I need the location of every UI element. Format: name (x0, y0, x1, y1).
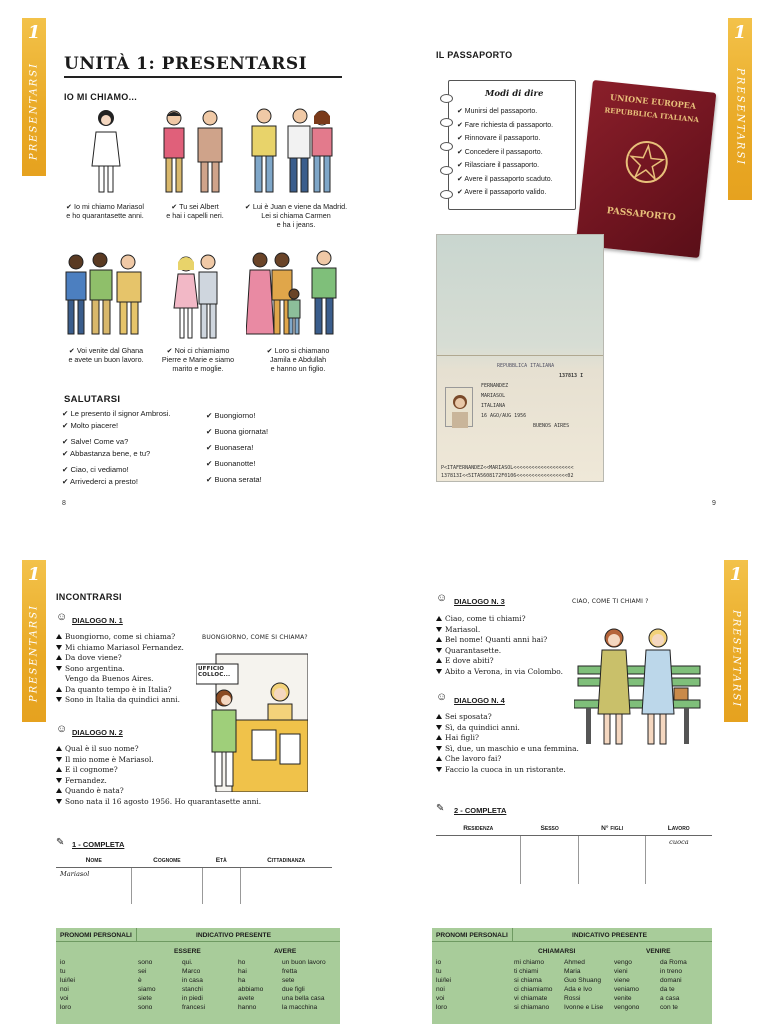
grammar-cell: qui. (182, 959, 193, 966)
grammar-cell: mi chiamo (514, 959, 545, 966)
chapter-tab-text: PRESENTARSI (734, 68, 746, 167)
dialog-text: E dove abiti? (445, 656, 494, 665)
dialog-line (56, 632, 184, 643)
dialog-text: Il mio nome è Mariasol. (65, 754, 154, 764)
column-header: N° figli (579, 822, 646, 836)
speaker-b-icon (56, 799, 62, 804)
dialog-line (56, 695, 184, 706)
speaker-b-icon (56, 697, 62, 702)
table-cell[interactable] (579, 848, 646, 860)
table-cell[interactable] (579, 836, 646, 848)
column-header: Lavoro (645, 822, 712, 836)
grammar-box-essere-avere (56, 928, 340, 1024)
mrz-line-2: 137813I<<5ITA5608172F0106<<<<<<<<<<<<<<<<<02 (441, 473, 574, 479)
table-cell[interactable] (579, 872, 646, 884)
verb-essere-heading: ESSERE (174, 948, 201, 955)
section-title-io-mi-chiamo: IO MI CHIAMO... (64, 92, 137, 102)
greeting-line: ✔ Ciao, ci vediamo! (62, 465, 129, 474)
chapter-tab-text: PRESENTARSI (28, 62, 40, 161)
grammar-cell: loro (60, 1004, 71, 1011)
chapter-number: 1 (733, 22, 747, 43)
dialog-line (436, 656, 563, 667)
idioms-notebook (448, 80, 576, 210)
office-sign: UFFICIO COLLOC... (198, 666, 231, 678)
table-cell[interactable] (436, 836, 520, 848)
grammar-header-divider (512, 928, 513, 942)
illustration-ghana-group (62, 250, 148, 340)
dialog-line (436, 765, 579, 776)
chapter-tab-text: PRESENTARSI (730, 610, 742, 709)
grammar-cell: ti chiami (514, 968, 539, 975)
dialog-text: Abito a Verona, in via Colombo. (445, 666, 563, 676)
caption-juan-carmen: ✔ Lui è Juan e viene da Madrid. Lei si chiama Carmen e ha i jeans. (244, 202, 348, 229)
column-header: Cognome (131, 854, 202, 868)
speaker-b-icon (436, 746, 442, 751)
exercise-1-title: 1 - COMPLETA (72, 840, 125, 849)
dialog-text: Buongiorno, come si chiama? (65, 632, 176, 641)
speaker-a-icon (436, 714, 442, 719)
grammar-cell: tu (436, 968, 442, 975)
dialog-text: Sono in Italia da quindici anni. (65, 695, 181, 704)
dialog-4-title: DIALOGO N. 4 (454, 696, 505, 705)
greeting-line: ✔ Buonanotte! (206, 459, 256, 468)
essere-column (138, 958, 156, 1012)
column-header: Nome (56, 854, 131, 868)
caption-mariasol: ✔ Io mi chiamo Mariasol e ho quarantasette anni. (66, 202, 144, 220)
grammar-cell: noi (60, 986, 69, 993)
fold-line (437, 355, 603, 356)
table-cell[interactable] (56, 892, 131, 904)
dialog-line (56, 755, 261, 766)
dialog-text: Sono nata il 16 agosto 1956. Ho quarantasette anni. (65, 796, 262, 806)
grammar-cell: un buon lavoro (282, 959, 326, 966)
idioms-list (457, 105, 553, 200)
passport-section-title: IL PASSAPORTO (436, 50, 513, 60)
dialog-line (56, 776, 261, 787)
dialog-text: Sono argentina. (65, 663, 125, 673)
chapter-tab (728, 18, 752, 200)
section-title-incontrarsi: INCONTRARSI (56, 592, 122, 602)
dialog-text: Ciao, come ti chiami? (445, 614, 526, 623)
dialog-line (436, 646, 563, 657)
table-cell[interactable] (202, 880, 240, 892)
birthplace-field: BUENOS AIRES (533, 423, 570, 429)
table-cell[interactable] (645, 872, 712, 884)
grammar-cell: tu (60, 968, 66, 975)
speaker-b-icon (436, 767, 442, 772)
dialog-text: Sì, due, un maschio e una femmina. (445, 743, 579, 753)
greeting-line: ✔ Buonasera! (206, 443, 254, 452)
grammar-cell: ha (238, 977, 246, 984)
speaker-a-icon (436, 637, 442, 642)
idioms-title: Modi di dire (485, 89, 544, 99)
dialog-line (56, 765, 261, 776)
illustration-juan-carmen (248, 104, 336, 198)
grammar-cell: io (60, 959, 66, 966)
greetings-list-right (206, 408, 268, 488)
dialog-3 (436, 614, 563, 677)
grammar-cell: vieni (614, 968, 628, 975)
speaker-b-icon (436, 669, 442, 674)
dialog-line (56, 664, 184, 675)
dialog-text: Fernandez. (65, 775, 107, 785)
speaker-a-icon (56, 655, 62, 660)
page-incontrarsi (0, 548, 384, 1024)
dialog-line (56, 797, 261, 808)
speaker-a-icon (436, 735, 442, 740)
grammar-cell: vengono (614, 1004, 640, 1011)
grammar-cell: stanchi (182, 986, 203, 993)
grammar-header-tense: INDICATIVO PRESENTE (196, 932, 271, 939)
caption-albert: ✔ Tu sei Albert e hai i capelli neri. (166, 202, 224, 220)
greeting-line: ✔ Buongiorno! (206, 411, 256, 420)
page-9 (384, 0, 768, 512)
chiamarsi-examples-column (564, 958, 603, 1012)
table-cell[interactable] (436, 860, 520, 872)
dialog-line (436, 723, 579, 734)
table-cell[interactable] (240, 880, 332, 892)
verb-venire-heading: VENIRE (646, 948, 671, 955)
column-header: Età (202, 854, 240, 868)
grammar-cell: Maria (564, 968, 581, 975)
grammar-cell: loro (436, 1004, 447, 1011)
passport-union-text: UNIONE EUROPEA (609, 91, 697, 111)
grammar-cell: sei (138, 968, 147, 975)
emblem-icon (620, 136, 673, 189)
grammar-header-tense: INDICATIVO PRESENTE (572, 932, 647, 939)
grammar-cell: siamo (138, 986, 156, 993)
table-cell[interactable] (520, 836, 578, 848)
dialog-line (56, 685, 184, 696)
grammar-cell: è (138, 977, 142, 984)
dialog-line (436, 733, 579, 744)
speaker-a-icon (56, 634, 62, 639)
dialog-text: Bel nome! Quanti anni hai? (445, 635, 548, 644)
dialog-text: Mariasol. (445, 624, 481, 634)
notebook-ring-icon (440, 142, 453, 151)
table-cell[interactable]: cuoca (669, 837, 689, 846)
table-cell[interactable] (520, 872, 578, 884)
essere-examples-column (182, 958, 205, 1012)
dialog-text: Sei sposata? (445, 712, 492, 721)
speaker-a-icon (436, 756, 442, 761)
idiom-item: ✔ Fare richiesta di passaporto. (457, 121, 554, 129)
dialog-text: Mi chiamo Mariasol Fernandez. (65, 642, 184, 652)
dialog-line (56, 744, 261, 755)
table-cell[interactable] (240, 868, 332, 880)
column-header: Residenza (436, 822, 520, 836)
grammar-cell: Guo Shuang (564, 977, 602, 984)
chapter-number: 1 (27, 22, 41, 43)
illustration-jamila-abdullah (246, 248, 340, 342)
dialog-line (436, 667, 563, 678)
chapter-tab (22, 18, 46, 176)
dialog-2 (56, 744, 261, 807)
table-cell[interactable] (436, 872, 520, 884)
document-number: 137813 I (559, 373, 584, 379)
dialog-line (436, 712, 579, 723)
dialog-text: Hai figli? (445, 733, 479, 742)
dialog-line (56, 674, 184, 685)
grammar-cell: avete (238, 995, 255, 1002)
pronouns-column (60, 958, 75, 1012)
passport-cover (576, 80, 717, 258)
page-8 (0, 0, 384, 512)
illustration-pierre-marie (172, 252, 222, 342)
greeting-line: ✔ Buona serata! (206, 475, 262, 484)
speaker-b-icon (56, 778, 62, 783)
dialog-line (436, 614, 563, 625)
greeting-line: ✔ Le presento il signor Ambrosi. (62, 409, 171, 418)
grammar-cell: venite (614, 995, 632, 1002)
speaker-b-icon (436, 648, 442, 653)
grammar-header-pronouns: PRONOMI PERSONALI (60, 932, 132, 939)
nationality-field: ITALIANA (481, 403, 506, 409)
notebook-ring-icon (440, 190, 453, 199)
speaker-a-icon (56, 746, 62, 751)
idiom-item: ✔ Munirsi del passaporto. (457, 108, 538, 115)
table-cell[interactable] (645, 860, 712, 872)
birthdate-field: 16 AGO/AUG 1956 (481, 413, 527, 419)
speaker-b-icon (56, 666, 62, 671)
table-cell[interactable] (131, 880, 202, 892)
dialog-line (56, 653, 184, 664)
column-header: Cittadinanza (240, 854, 332, 868)
dialog-text: E il cognome? (65, 765, 118, 774)
avere-examples-column (282, 958, 326, 1012)
chapter-tab-text: PRESENTARSI (28, 604, 40, 703)
greeting-line: ✔ Buona giornata! (206, 427, 269, 436)
grammar-cell: viene (614, 977, 630, 984)
grammar-cell: Rossi (564, 995, 581, 1002)
grammar-cell: si chiama (514, 977, 542, 984)
idiom-item: ✔ Rilasciare il passaporto. (457, 162, 540, 169)
grammar-cell: voi (436, 995, 445, 1002)
speaker-b-icon (56, 645, 62, 650)
idiom-item: ✔ Rinnovare il passaporto. (457, 135, 541, 142)
grammar-cell: due figli (282, 986, 305, 993)
caption-pierre-marie: ✔ Noi ci chiamiamo Pierre e Marie e siamo marito e moglie. (161, 346, 235, 373)
notebook-ring-icon (440, 118, 453, 127)
speaker-a-icon (436, 616, 442, 621)
chapter-tab (22, 560, 46, 722)
mrz-line-1: P<ITAFERNANDEZ<<MARIASOL<<<<<<<<<<<<<<<<<<<< (441, 465, 574, 471)
dialog-4 (436, 712, 579, 775)
dialog-line (56, 786, 261, 797)
section-title-salutarsi: SALUTARSI (64, 394, 121, 405)
grammar-cell: lui/lei (60, 977, 76, 984)
idiom-item: ✔ Avere il passaporto valido. (457, 189, 547, 196)
caption-ghana: ✔ Voi venite dal Ghana e avete un buon lavoro. (68, 346, 144, 364)
photo (445, 387, 473, 427)
chapter-number: 1 (729, 564, 743, 585)
dialog-text: Vengo da Buenos Aires. (65, 674, 154, 683)
avere-column (238, 958, 263, 1012)
smiley-icon: ☺ (436, 691, 448, 703)
grammar-header-pronouns: PRONOMI PERSONALI (436, 932, 508, 939)
grammar-cell: a casa (660, 995, 680, 1002)
chiamarsi-column (514, 958, 552, 1012)
table-cell[interactable] (202, 868, 240, 880)
dialog-text: Sì, da quindici anni. (445, 722, 520, 732)
grammar-cell: lui/lei (436, 977, 452, 984)
grammar-header-divider (136, 928, 137, 942)
table-cell[interactable] (520, 848, 578, 860)
dialog-text: Quarantasette. (445, 645, 502, 655)
speaker-a-icon (56, 687, 62, 692)
table-cell[interactable] (131, 892, 202, 904)
grammar-cell: da Roma (660, 959, 687, 966)
dialog-text: Da dove viene? (65, 653, 122, 662)
dialog-line (436, 754, 579, 765)
speaker-b-icon (436, 725, 442, 730)
exercise-2-table (436, 822, 712, 884)
grammar-cell: con te (660, 1004, 678, 1011)
grammar-cell: Ivonne e Lise (564, 1004, 604, 1011)
grammar-cell: noi (436, 986, 445, 993)
title-rule (64, 76, 342, 78)
smiley-icon: ☺ (436, 592, 448, 604)
speech-bubble-1: BUONGIORNO, COME SI CHIAMA? (202, 634, 308, 641)
greeting-line: ✔ Abbastanza bene, e tu? (62, 449, 151, 458)
verb-avere-heading: AVERE (274, 948, 297, 955)
dialog-text: Da quanto tempo è in Italia? (65, 684, 172, 694)
table-cell[interactable] (645, 848, 712, 860)
table-cell[interactable] (131, 868, 202, 880)
grammar-cell: ho (238, 959, 246, 966)
grammar-cell: la macchina (282, 1004, 318, 1011)
greeting-line: ✔ Molto piacere! (62, 421, 119, 430)
table-cell[interactable] (579, 860, 646, 872)
table-cell[interactable] (436, 848, 520, 860)
dialog-text: Che lavoro fai? (445, 754, 502, 763)
speaker-a-icon (56, 767, 62, 772)
exercise-2-title: 2 - COMPLETA (454, 806, 507, 815)
greeting-line: ✔ Salve! Come va? (62, 437, 129, 446)
exercise-1-table (56, 854, 332, 904)
smiley-icon: ☺ (56, 611, 68, 623)
table-cell[interactable] (202, 892, 240, 904)
dialog-line (436, 744, 579, 755)
chapter-number: 1 (27, 564, 41, 585)
grammar-cell: io (436, 959, 442, 966)
verb-chiamarsi-heading: CHIAMARSI (538, 948, 576, 955)
grammar-cell: ci chiamiamo (514, 986, 553, 993)
grammar-cell: in piedi (182, 995, 203, 1002)
grammar-cell: in casa (182, 977, 203, 984)
page-number: 9 (712, 500, 716, 507)
grammar-box-chiamarsi-venire (432, 928, 712, 1024)
page-dialoghi (384, 548, 768, 1024)
dialog-line (436, 625, 563, 636)
unit-title: UNITÀ 1: PRESENTARSI (64, 54, 308, 74)
grammar-cell: Marco (182, 968, 201, 975)
grammar-cell: fretta (282, 968, 298, 975)
dialog-line (56, 643, 184, 654)
illustration-albert (158, 106, 230, 198)
passport-republic-text: REPUBBLICA ITALIANA (603, 105, 700, 125)
dialog-text: Qual è il suo nome? (65, 744, 139, 753)
speech-bubble-2: CIAO, COME TI CHIAMI ? (572, 598, 649, 605)
venire-column (614, 958, 639, 1012)
grammar-cell: domani (660, 977, 682, 984)
grammar-cell: abbiamo (238, 986, 264, 993)
notebook-ring-icon (440, 94, 453, 103)
grammar-cell: da te (660, 986, 675, 993)
passport-label: PASSAPORTO (606, 206, 677, 224)
grammar-cell: in treno (660, 968, 682, 975)
pencil-icon: ✎ (56, 837, 65, 848)
notebook-ring-icon (440, 166, 453, 175)
grammar-cell: Ada e Ivo (564, 986, 592, 993)
grammar-cell: Ahmed (564, 959, 585, 966)
dialog-text: Quando è nata? (65, 786, 124, 795)
pronouns-column (436, 958, 451, 1012)
grammar-cell: sono (138, 1004, 153, 1011)
table-cell[interactable] (56, 880, 131, 892)
dialog-text: Faccio la cuoca in un ristorante. (445, 764, 566, 774)
data-field: REPUBBLICA ITALIANA (497, 363, 555, 369)
table-cell[interactable] (520, 860, 578, 872)
grammar-cell: sono (138, 959, 153, 966)
grammar-cell: hai (238, 968, 247, 975)
passport-data-page (436, 234, 604, 482)
page-number: 8 (62, 500, 66, 507)
chapter-tab (724, 560, 748, 722)
illustration-mariasol (86, 106, 126, 198)
venire-examples-column (660, 958, 687, 1012)
name-field: MARIASOL (481, 393, 506, 399)
greetings-list-left (62, 408, 171, 488)
grammar-cell: veniamo (614, 986, 639, 993)
column-header: Sesso (520, 822, 578, 836)
grammar-cell: vi chiamate (514, 995, 548, 1002)
dialog-3-title: DIALOGO N. 3 (454, 597, 505, 606)
grammar-cell: una bella casa (282, 995, 325, 1002)
speaker-b-icon (436, 627, 442, 632)
grammar-cell: francesi (182, 1004, 206, 1011)
grammar-cell: vengo (614, 959, 632, 966)
dialog-1 (56, 632, 184, 706)
grammar-cell: sete (282, 977, 295, 984)
speaker-a-icon (56, 788, 62, 793)
dialog-line (436, 635, 563, 646)
caption-jamila-abdullah: ✔ Loro si chiamano Jamila e Abdullah e hanno un figlio. (266, 346, 330, 373)
table-cell[interactable] (240, 892, 332, 904)
grammar-cell: si chiamano (514, 1004, 550, 1011)
pencil-icon: ✎ (436, 803, 445, 814)
grammar-cell: voi (60, 995, 69, 1002)
greeting-line: ✔ Arrivederci a presto! (62, 477, 139, 486)
surname-field: FERNANDEZ (481, 383, 509, 389)
illustration-bench (574, 618, 702, 752)
smiley-icon: ☺ (56, 723, 68, 735)
grammar-cell: hanno (238, 1004, 257, 1011)
idiom-item: ✔ Concedere il passaporto. (457, 148, 543, 156)
dialog-1-title: DIALOGO N. 1 (72, 616, 123, 625)
idiom-item: ✔ Avere il passaporto scaduto. (457, 175, 553, 183)
speaker-a-icon (436, 658, 442, 663)
grammar-cell: siete (138, 995, 152, 1002)
dialog-2-title: DIALOGO N. 2 (72, 728, 123, 737)
speaker-b-icon (56, 757, 62, 762)
table-cell[interactable]: Mariasol (56, 868, 131, 880)
